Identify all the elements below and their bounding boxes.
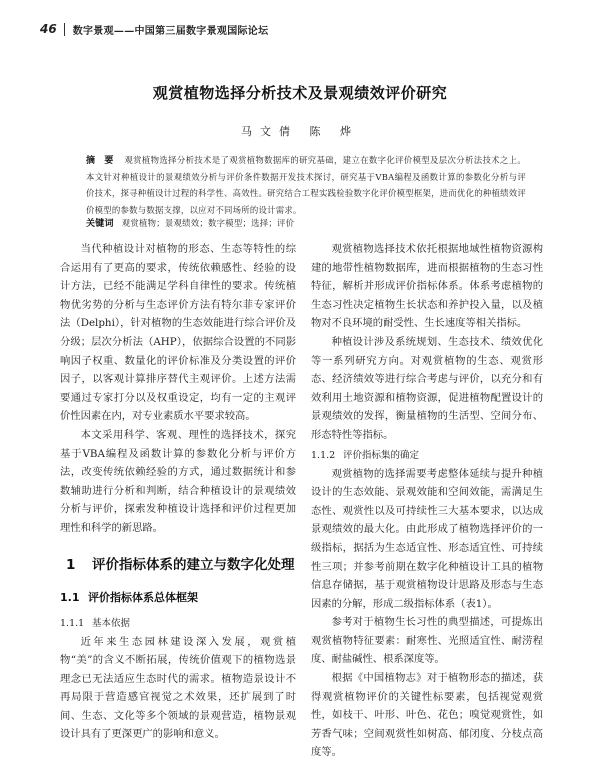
section-number: 1 xyxy=(66,556,76,573)
running-header xyxy=(40,20,560,38)
abstract-block xyxy=(86,152,526,218)
section-heading-1 xyxy=(60,554,296,577)
right-paragraph-4: 参考对于植物生长习性的典型描述，可提炼出观赏植物特征要素：耐寒性、光照适宜性、耐涝程度、耐盐碱性、根系深度等。 xyxy=(311,616,543,666)
paper-authors: 马文倩 陈 烨 xyxy=(241,125,359,138)
abstract-text: 观赏植物选择分析技术是了观赏植物数据库的研究基础，建立在数字化评价模型及层次分析法技术之上。本文针对种植设计的景观绩效分析与评价条件数据开发技术探讨，研究基于VBA编程及函数计算的参数化分析与评价技术，探寻种植设计过程的科学性、高效性。研究结合工程实践检验数字化评价模型框架，进而优化的种植绩效评价模型的参数与数据支撑，以应对不同场所的设计需求。 xyxy=(86,155,526,215)
subsubsection-title: 基本依据 xyxy=(92,617,131,629)
subsubsection-title: 评价指标集的确定 xyxy=(343,449,420,461)
subsubsection-number: 1.1.1 xyxy=(60,617,85,629)
right-column xyxy=(311,240,543,762)
keywords-text: 观赏植物；景观绩效；数字模型；选择；评价 xyxy=(121,218,295,228)
left-column xyxy=(60,240,296,744)
journal-title: 数字景观——中国第三届数字景观国际论坛 xyxy=(72,25,269,37)
subsubsection-heading-1-1-2 xyxy=(311,447,543,465)
right-paragraph-2: 种植设计涉及系统规划、生态技术、绩效优化等一系列研究方向。对观赏植物的生态、观赏形态、经济绩效等进行综合考虑与评价，以充分和有效利用土地资源和植物资源，促进植物配置设计的景观绩效的发挥，衡量植物的生活型、空间分布、形态特性等指标。 xyxy=(311,335,543,441)
right-paragraph-1: 观赏植物选择技术依托根据地域性植物资源构建的地带性植物数据库，进而根据植物的生态习性特征，解析并形成评价指标体系。体系考虑植物的生态习性决定植物生长状态和养护投入量，以及植物对不良环境的耐受性、生长速度等相关指标。 xyxy=(311,243,543,330)
left-paragraph-3: 近年来生态园林建设深入发展，观赏植物“美”的含义不断拓展，传统价值观下的植物选景理念已无法适应生态时代的需求。植物造景设计不再局限于营造感官视觉之术效果，还扩展到了时间、生态、文化等多个领域的景观营造，植物景观设计具有了更深更广的影响和意义。 xyxy=(60,635,296,741)
left-paragraph-1: 当代种植设计对植物的形态、生态等特性的综合运用有了更高的要求，传统依赖感性、经验的设计方法，已经不能满足学科自律性的要求。传统植物优劣势的分析与生态评价方法有特尔菲专家评价法（Delphi），针对植物的生态效能进行综合评价及分级；层次分析法（AHP），依据综合设置的不同影响因子权重、数量化的评价标准及分类设置的评价因子，以客观计算排序替代主观评价。上述方法需要通过专家打分以及权重设定，均有一定的主观评价性因素在内，对专业素质水平要求较高。 xyxy=(60,243,296,423)
subsection-title: 评价指标体系总体框架 xyxy=(88,590,198,604)
left-paragraph-2: 本文采用科学、客观、理性的选择技术，探究基于VBA编程及函数计算的参数化分析与评价方法，改变传统依赖经验的方式，通过数据统计和参数辅助进行分析和判断，结合种植设计的景观绩效分析与评价，探索发种植设计选择和评价过程更加理性和科学的新思路。 xyxy=(60,428,296,534)
subsubsection-number: 1.1.2 xyxy=(311,449,336,461)
subsection-number: 1.1 xyxy=(60,590,80,604)
page-number: 46 xyxy=(40,22,57,36)
keywords-block xyxy=(86,216,526,231)
paper-title: 观赏植物选择分析技术及景观绩效评价研究 xyxy=(152,84,448,102)
right-paragraph-3: 观赏植物的选择需要考虑整体延续与提升种植设计的生态效能、景观效能和空间效能，需满足生态性、观赏性以及可持续性三大基本要求，以达成景观绩效的最大化。由此形成了植物选择评价的一级指标，据括为生态适宜性、形态适宜性、可持续性三项；并参考前期在数字化种植设计工具的植物信息存储据，基于观赏植物设计思路及形态与生态因素的分解，形成二级指标体系（表1）。 xyxy=(311,467,543,610)
subsubsection-heading-1-1-1 xyxy=(60,615,296,633)
keywords-label: 关键词 xyxy=(86,219,114,229)
subsection-heading-1-1 xyxy=(60,589,296,607)
right-paragraph-5: 根据《中国植物志》对于植物形态的描述，获得观赏植物评价的关键性标要素，包括视觉观赏性，如枝干、叶形、叶色、花色；嗅觉观赏性，如芳香气味；空间观赏性如树高、郁闭度、分枝点高度等。 xyxy=(311,672,543,759)
section-title: 评价指标体系的建立与数字化处理 xyxy=(92,556,295,573)
header-divider xyxy=(64,23,65,36)
abstract-label: 摘 要 xyxy=(86,156,117,166)
